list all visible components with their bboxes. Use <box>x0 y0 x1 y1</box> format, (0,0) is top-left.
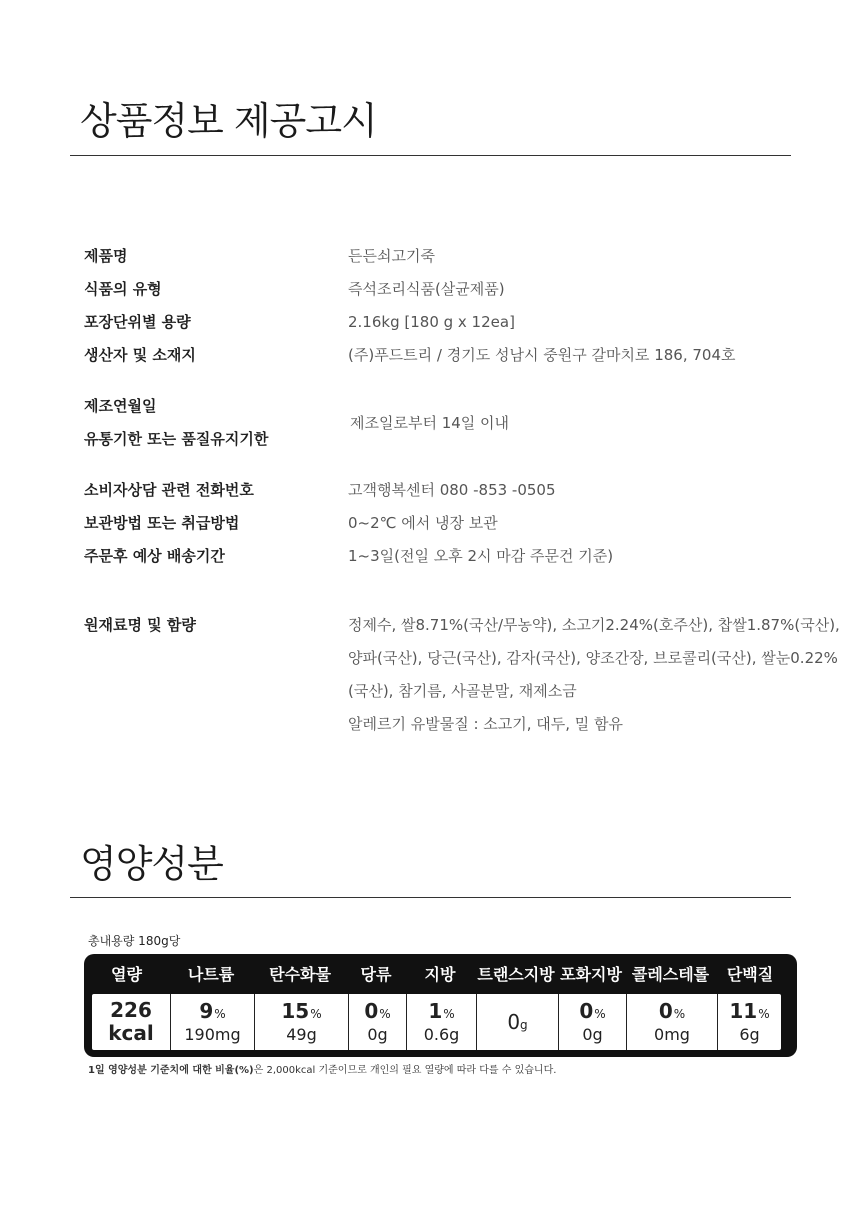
amount-value: 0g <box>367 1024 388 1044</box>
percent-value: 15 <box>281 998 310 1023</box>
footnote-bold: 1일 영양성분 기준치에 대한 비율(%) <box>88 1065 254 1076</box>
amount-unit: g <box>520 1018 528 1032</box>
energy-unit: kcal <box>108 1021 154 1045</box>
info-label: 포장단위별 용량 <box>84 313 191 331</box>
info-row-phone <box>84 474 844 507</box>
nutrition-values <box>92 994 781 1050</box>
percent-value: 9 <box>199 998 214 1023</box>
header-protein: 단백질 <box>726 965 774 984</box>
info-label: 식품의 유형 <box>84 280 162 298</box>
nutrition-title: 영양성분 <box>80 842 223 886</box>
footnote-text: 은 2,000kcal 기준이므로 개인의 필요 열량에 따라 다를 수 있습니다. <box>253 1065 557 1076</box>
sodium-cell <box>171 994 255 1050</box>
product-info-table <box>84 240 844 741</box>
amount-value: 6g <box>739 1024 760 1044</box>
cholesterol-cell <box>627 994 718 1050</box>
header-sodium: 나트륨 <box>187 965 235 984</box>
info-label: 제품명 <box>84 247 128 265</box>
amount-value: 190mg <box>184 1024 241 1044</box>
info-row-product-name <box>84 240 844 273</box>
header-sugar: 당류 <box>360 965 392 984</box>
info-value <box>348 609 844 741</box>
amount-value: 0g <box>582 1024 603 1044</box>
info-value: 든든쇠고기죽 <box>348 247 435 265</box>
header-saturated-fat: 포화지방 <box>560 965 622 984</box>
info-row-producer <box>84 339 844 372</box>
info-label: 보관방법 또는 취급방법 <box>84 514 240 532</box>
percent-unit: % <box>443 1006 455 1021</box>
info-value: 고객행복센터 080 -853 -0505 <box>348 481 556 499</box>
percent-value: 0 <box>364 998 379 1023</box>
info-value: 0~2℃ 에서 냉장 보관 <box>348 514 498 532</box>
percent-value: 0 <box>658 998 673 1023</box>
ingredients-line: 양파(국산), 당근(국산), 감자(국산), 양조간장, 브로콜리(국산), 쌀눈0.22% <box>348 649 838 667</box>
product-info-title: 상품정보 제공고시 <box>80 99 377 143</box>
amount-value: 0mg <box>654 1024 690 1044</box>
manufacture-date-label: 제조연월일 <box>84 397 157 415</box>
date-value: 제조일로부터 14일 이내 <box>350 413 510 432</box>
info-row-storage <box>84 507 844 540</box>
fat-cell <box>407 994 477 1050</box>
nutrition-table <box>84 954 797 1057</box>
info-label: 주문후 예상 배송기간 <box>84 547 225 565</box>
ingredients-line: (국산), 참기름, 사골분말, 재제소금 <box>348 682 577 700</box>
header-trans-fat: 트랜스지방 <box>477 965 555 984</box>
info-row-dates <box>84 390 844 456</box>
info-label: 생산자 및 소재지 <box>84 346 196 364</box>
amount-value: 0.6g <box>423 1024 460 1044</box>
percent-value: 0 <box>579 998 594 1023</box>
info-row-food-type <box>84 273 844 306</box>
info-value: 2.16kg [180 g x 12ea] <box>348 313 515 331</box>
header-cholesterol: 콜레스테롤 <box>631 965 710 984</box>
info-row-ingredients <box>84 609 844 741</box>
carbohydrate-cell <box>255 994 349 1050</box>
info-value: (주)푸드트리 / 경기도 성남시 중원구 갈마치로 186, 704호 <box>348 346 736 364</box>
expiry-label: 유통기한 또는 품질유지기한 <box>84 430 269 448</box>
ingredients-line: 정제수, 쌀8.71%(국산/무농약), 소고기2.24%(호주산), 찹쌀1.87%(국산), <box>348 616 840 634</box>
info-value: 1~3일(전일 오후 2시 마감 주문건 기준) <box>348 547 614 565</box>
allergen-line: 알레르기 유발물질 : 소고기, 대두, 밀 함유 <box>348 715 624 733</box>
serving-size: 총내용량 180g당 <box>88 934 181 948</box>
nutrition-footnote <box>88 1061 556 1076</box>
info-label: 소비자상담 관련 전화번호 <box>84 481 254 499</box>
header-energy: 열량 <box>111 965 142 984</box>
info-row-package-volume <box>84 306 844 339</box>
energy-cell <box>92 994 171 1050</box>
percent-unit: % <box>310 1006 322 1021</box>
header-fat: 지방 <box>424 965 456 984</box>
percent-unit: % <box>673 1006 686 1021</box>
amount-value: 0 <box>507 1010 521 1034</box>
nutrition-header <box>84 954 797 993</box>
info-label <box>84 390 348 456</box>
sugar-cell <box>349 994 407 1050</box>
info-row-delivery <box>84 540 844 573</box>
saturated-fat-cell <box>559 994 627 1050</box>
percent-value: 1 <box>428 998 443 1023</box>
percent-value: 11 <box>729 998 758 1023</box>
energy-value: 226 <box>110 998 152 1022</box>
header-carbohydrate: 탄수화물 <box>269 965 331 984</box>
info-value: 즉석조리식품(살균제품) <box>348 280 505 298</box>
info-value <box>350 390 844 456</box>
percent-unit: % <box>214 1006 226 1021</box>
trans-fat-cell <box>477 994 559 1050</box>
info-label: 원재료명 및 함량 <box>84 616 196 634</box>
amount-value: 49g <box>286 1024 317 1044</box>
nutrition-divider <box>70 897 791 898</box>
percent-unit: % <box>379 1006 391 1021</box>
title-divider <box>70 155 791 156</box>
percent-unit: % <box>758 1006 770 1021</box>
protein-cell <box>718 994 781 1050</box>
percent-unit: % <box>594 1006 606 1021</box>
